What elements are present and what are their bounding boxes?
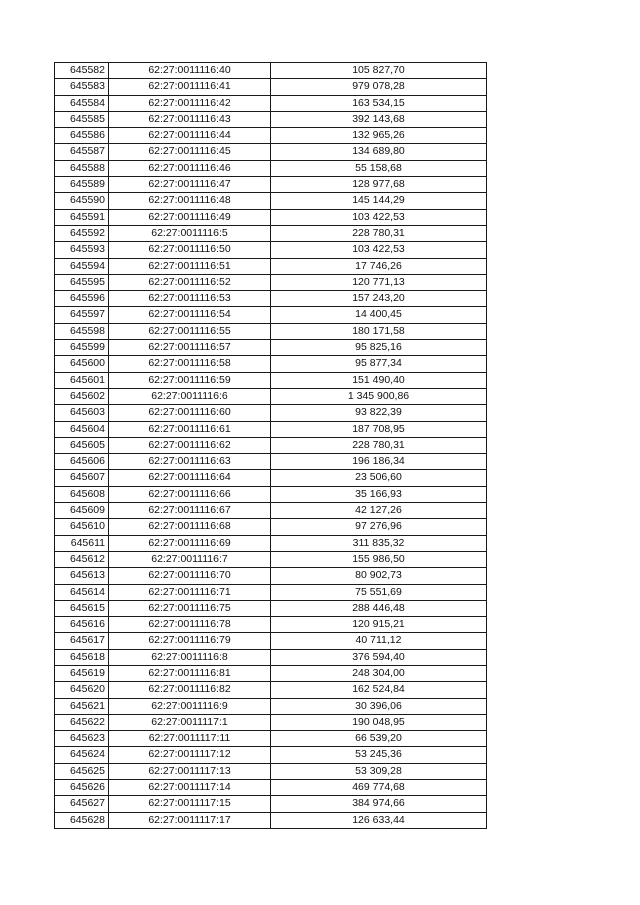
table-row bbox=[55, 812, 487, 828]
cadastral-value-cell: 248 304,00 bbox=[271, 665, 487, 681]
row-id-cell: 645622 bbox=[55, 714, 109, 730]
cadastral-number-cell: 62:27:0011116:40 bbox=[109, 63, 271, 79]
cadastral-value-cell: 95 825,16 bbox=[271, 340, 487, 356]
cadastral-number-cell: 62:27:0011117:1 bbox=[109, 714, 271, 730]
cadastral-value-cell: 80 902,73 bbox=[271, 568, 487, 584]
cadastral-value-table bbox=[54, 62, 487, 829]
row-id-cell: 645608 bbox=[55, 486, 109, 502]
row-id-cell: 645628 bbox=[55, 812, 109, 828]
table-row bbox=[55, 780, 487, 796]
row-id-cell: 645587 bbox=[55, 144, 109, 160]
cadastral-number-cell: 62:27:0011116:52 bbox=[109, 274, 271, 290]
row-id-cell: 645601 bbox=[55, 372, 109, 388]
table-row bbox=[55, 454, 487, 470]
row-id-cell: 645613 bbox=[55, 568, 109, 584]
cadastral-number-cell: 62:27:0011116:62 bbox=[109, 437, 271, 453]
table-row bbox=[55, 682, 487, 698]
table-row bbox=[55, 177, 487, 193]
cadastral-value-cell: 53 245,36 bbox=[271, 747, 487, 763]
cadastral-value-cell: 126 633,44 bbox=[271, 812, 487, 828]
table-row bbox=[55, 649, 487, 665]
cadastral-number-cell: 62:27:0011116:50 bbox=[109, 242, 271, 258]
row-id-cell: 645591 bbox=[55, 209, 109, 225]
table-row bbox=[55, 209, 487, 225]
table-row bbox=[55, 340, 487, 356]
table-row bbox=[55, 470, 487, 486]
cadastral-number-cell: 62:27:0011116:7 bbox=[109, 551, 271, 567]
cadastral-value-cell: 40 711,12 bbox=[271, 633, 487, 649]
cadastral-number-cell: 62:27:0011116:45 bbox=[109, 144, 271, 160]
table-row bbox=[55, 323, 487, 339]
cadastral-number-cell: 62:27:0011116:71 bbox=[109, 584, 271, 600]
cadastral-number-cell: 62:27:0011116:79 bbox=[109, 633, 271, 649]
cadastral-number-cell: 62:27:0011117:14 bbox=[109, 780, 271, 796]
row-id-cell: 645598 bbox=[55, 323, 109, 339]
table-row bbox=[55, 665, 487, 681]
cadastral-value-cell: 17 746,26 bbox=[271, 258, 487, 274]
table-row bbox=[55, 193, 487, 209]
cadastral-number-cell: 62:27:0011116:59 bbox=[109, 372, 271, 388]
table-row bbox=[55, 79, 487, 95]
table-body bbox=[55, 63, 487, 829]
cadastral-value-cell: 105 827,70 bbox=[271, 63, 487, 79]
row-id-cell: 645589 bbox=[55, 177, 109, 193]
table-row bbox=[55, 600, 487, 616]
cadastral-number-cell: 62:27:0011116:6 bbox=[109, 388, 271, 404]
cadastral-value-cell: 311 835,32 bbox=[271, 535, 487, 551]
cadastral-value-cell: 190 048,95 bbox=[271, 714, 487, 730]
cadastral-number-cell: 62:27:0011116:67 bbox=[109, 503, 271, 519]
table-row bbox=[55, 714, 487, 730]
cadastral-value-cell: 120 771,13 bbox=[271, 274, 487, 290]
row-id-cell: 645595 bbox=[55, 274, 109, 290]
cadastral-number-cell: 62:27:0011116:5 bbox=[109, 225, 271, 241]
row-id-cell: 645615 bbox=[55, 600, 109, 616]
cadastral-number-cell: 62:27:0011116:61 bbox=[109, 421, 271, 437]
cadastral-number-cell: 62:27:0011116:43 bbox=[109, 111, 271, 127]
cadastral-value-cell: 95 877,34 bbox=[271, 356, 487, 372]
cadastral-value-cell: 155 986,50 bbox=[271, 551, 487, 567]
table-row bbox=[55, 796, 487, 812]
cadastral-number-cell: 62:27:0011116:75 bbox=[109, 600, 271, 616]
table-row bbox=[55, 568, 487, 584]
table-row bbox=[55, 225, 487, 241]
table-row bbox=[55, 388, 487, 404]
table-row bbox=[55, 144, 487, 160]
cadastral-value-cell: 55 158,68 bbox=[271, 160, 487, 176]
cadastral-number-cell: 62:27:0011117:15 bbox=[109, 796, 271, 812]
row-id-cell: 645618 bbox=[55, 649, 109, 665]
cadastral-value-cell: 132 965,26 bbox=[271, 128, 487, 144]
cadastral-value-cell: 196 186,34 bbox=[271, 454, 487, 470]
cadastral-value-cell: 163 534,15 bbox=[271, 95, 487, 111]
table-row bbox=[55, 731, 487, 747]
cadastral-value-cell: 979 078,28 bbox=[271, 79, 487, 95]
cadastral-value-cell: 66 539,20 bbox=[271, 731, 487, 747]
row-id-cell: 645582 bbox=[55, 63, 109, 79]
row-id-cell: 645623 bbox=[55, 731, 109, 747]
cadastral-number-cell: 62:27:0011116:53 bbox=[109, 291, 271, 307]
table-row bbox=[55, 291, 487, 307]
table-row bbox=[55, 160, 487, 176]
cadastral-number-cell: 62:27:0011116:54 bbox=[109, 307, 271, 323]
row-id-cell: 645616 bbox=[55, 617, 109, 633]
cadastral-value-cell: 120 915,21 bbox=[271, 617, 487, 633]
cadastral-value-cell: 30 396,06 bbox=[271, 698, 487, 714]
row-id-cell: 645588 bbox=[55, 160, 109, 176]
row-id-cell: 645594 bbox=[55, 258, 109, 274]
table-row bbox=[55, 584, 487, 600]
cadastral-number-cell: 62:27:0011116:48 bbox=[109, 193, 271, 209]
cadastral-value-cell: 384 974,66 bbox=[271, 796, 487, 812]
cadastral-number-cell: 62:27:0011116:8 bbox=[109, 649, 271, 665]
table-row bbox=[55, 372, 487, 388]
table-row bbox=[55, 519, 487, 535]
cadastral-value-cell: 42 127,26 bbox=[271, 503, 487, 519]
table-row bbox=[55, 486, 487, 502]
row-id-cell: 645605 bbox=[55, 437, 109, 453]
table-row bbox=[55, 535, 487, 551]
cadastral-number-cell: 62:27:0011116:60 bbox=[109, 405, 271, 421]
table-row bbox=[55, 356, 487, 372]
cadastral-number-cell: 62:27:0011116:44 bbox=[109, 128, 271, 144]
row-id-cell: 645610 bbox=[55, 519, 109, 535]
cadastral-number-cell: 62:27:0011116:57 bbox=[109, 340, 271, 356]
cadastral-value-cell: 93 822,39 bbox=[271, 405, 487, 421]
row-id-cell: 645612 bbox=[55, 551, 109, 567]
cadastral-number-cell: 62:27:0011117:13 bbox=[109, 763, 271, 779]
cadastral-value-cell: 180 171,58 bbox=[271, 323, 487, 339]
row-id-cell: 645611 bbox=[55, 535, 109, 551]
cadastral-value-cell: 53 309,28 bbox=[271, 763, 487, 779]
cadastral-value-cell: 97 276,96 bbox=[271, 519, 487, 535]
cadastral-number-cell: 62:27:0011116:47 bbox=[109, 177, 271, 193]
cadastral-value-cell: 288 446,48 bbox=[271, 600, 487, 616]
cadastral-number-cell: 62:27:0011116:81 bbox=[109, 665, 271, 681]
cadastral-number-cell: 62:27:0011116:69 bbox=[109, 535, 271, 551]
cadastral-number-cell: 62:27:0011116:55 bbox=[109, 323, 271, 339]
cadastral-number-cell: 62:27:0011117:11 bbox=[109, 731, 271, 747]
cadastral-value-cell: 187 708,95 bbox=[271, 421, 487, 437]
cadastral-number-cell: 62:27:0011116:64 bbox=[109, 470, 271, 486]
cadastral-number-cell: 62:27:0011117:17 bbox=[109, 812, 271, 828]
cadastral-number-cell: 62:27:0011116:70 bbox=[109, 568, 271, 584]
row-id-cell: 645606 bbox=[55, 454, 109, 470]
row-id-cell: 645593 bbox=[55, 242, 109, 258]
row-id-cell: 645607 bbox=[55, 470, 109, 486]
table-row bbox=[55, 437, 487, 453]
table-row bbox=[55, 111, 487, 127]
cadastral-number-cell: 62:27:0011116:46 bbox=[109, 160, 271, 176]
cadastral-value-cell: 151 490,40 bbox=[271, 372, 487, 388]
cadastral-number-cell: 62:27:0011116:49 bbox=[109, 209, 271, 225]
row-id-cell: 645620 bbox=[55, 682, 109, 698]
row-id-cell: 645585 bbox=[55, 111, 109, 127]
table-row bbox=[55, 763, 487, 779]
table-row bbox=[55, 63, 487, 79]
cadastral-number-cell: 62:27:0011117:12 bbox=[109, 747, 271, 763]
cadastral-value-cell: 469 774,68 bbox=[271, 780, 487, 796]
row-id-cell: 645604 bbox=[55, 421, 109, 437]
table-row bbox=[55, 698, 487, 714]
row-id-cell: 645621 bbox=[55, 698, 109, 714]
table-row bbox=[55, 242, 487, 258]
row-id-cell: 645583 bbox=[55, 79, 109, 95]
cadastral-value-cell: 162 524,84 bbox=[271, 682, 487, 698]
cadastral-number-cell: 62:27:0011116:78 bbox=[109, 617, 271, 633]
row-id-cell: 645624 bbox=[55, 747, 109, 763]
table-row bbox=[55, 128, 487, 144]
table-row bbox=[55, 95, 487, 111]
row-id-cell: 645617 bbox=[55, 633, 109, 649]
cadastral-value-cell: 1 345 900,86 bbox=[271, 388, 487, 404]
row-id-cell: 645597 bbox=[55, 307, 109, 323]
cadastral-number-cell: 62:27:0011116:82 bbox=[109, 682, 271, 698]
cadastral-number-cell: 62:27:0011116:66 bbox=[109, 486, 271, 502]
cadastral-value-cell: 228 780,31 bbox=[271, 437, 487, 453]
row-id-cell: 645590 bbox=[55, 193, 109, 209]
row-id-cell: 645619 bbox=[55, 665, 109, 681]
row-id-cell: 645596 bbox=[55, 291, 109, 307]
cadastral-number-cell: 62:27:0011116:58 bbox=[109, 356, 271, 372]
table-row bbox=[55, 405, 487, 421]
row-id-cell: 645586 bbox=[55, 128, 109, 144]
cadastral-number-cell: 62:27:0011116:9 bbox=[109, 698, 271, 714]
cadastral-value-cell: 134 689,80 bbox=[271, 144, 487, 160]
table-row bbox=[55, 617, 487, 633]
row-id-cell: 645584 bbox=[55, 95, 109, 111]
cadastral-value-cell: 376 594,40 bbox=[271, 649, 487, 665]
table-row bbox=[55, 421, 487, 437]
row-id-cell: 645614 bbox=[55, 584, 109, 600]
cadastral-value-cell: 35 166,93 bbox=[271, 486, 487, 502]
cadastral-number-cell: 62:27:0011116:68 bbox=[109, 519, 271, 535]
table-row bbox=[55, 274, 487, 290]
cadastral-value-cell: 228 780,31 bbox=[271, 225, 487, 241]
row-id-cell: 645592 bbox=[55, 225, 109, 241]
cadastral-value-cell: 157 243,20 bbox=[271, 291, 487, 307]
cadastral-value-cell: 23 506,60 bbox=[271, 470, 487, 486]
cadastral-number-cell: 62:27:0011116:63 bbox=[109, 454, 271, 470]
row-id-cell: 645600 bbox=[55, 356, 109, 372]
row-id-cell: 645609 bbox=[55, 503, 109, 519]
table-row bbox=[55, 747, 487, 763]
table-row bbox=[55, 633, 487, 649]
table-row bbox=[55, 307, 487, 323]
table-row bbox=[55, 503, 487, 519]
cadastral-value-cell: 128 977,68 bbox=[271, 177, 487, 193]
row-id-cell: 645599 bbox=[55, 340, 109, 356]
cadastral-value-cell: 75 551,69 bbox=[271, 584, 487, 600]
row-id-cell: 645603 bbox=[55, 405, 109, 421]
table-row bbox=[55, 258, 487, 274]
cadastral-value-cell: 14 400,45 bbox=[271, 307, 487, 323]
cadastral-number-cell: 62:27:0011116:51 bbox=[109, 258, 271, 274]
cadastral-number-cell: 62:27:0011116:41 bbox=[109, 79, 271, 95]
cadastral-number-cell: 62:27:0011116:42 bbox=[109, 95, 271, 111]
cadastral-value-cell: 103 422,53 bbox=[271, 209, 487, 225]
table-row bbox=[55, 551, 487, 567]
cadastral-value-cell: 103 422,53 bbox=[271, 242, 487, 258]
cadastral-value-cell: 145 144,29 bbox=[271, 193, 487, 209]
row-id-cell: 645602 bbox=[55, 388, 109, 404]
row-id-cell: 645626 bbox=[55, 780, 109, 796]
cadastral-value-cell: 392 143,68 bbox=[271, 111, 487, 127]
row-id-cell: 645625 bbox=[55, 763, 109, 779]
row-id-cell: 645627 bbox=[55, 796, 109, 812]
